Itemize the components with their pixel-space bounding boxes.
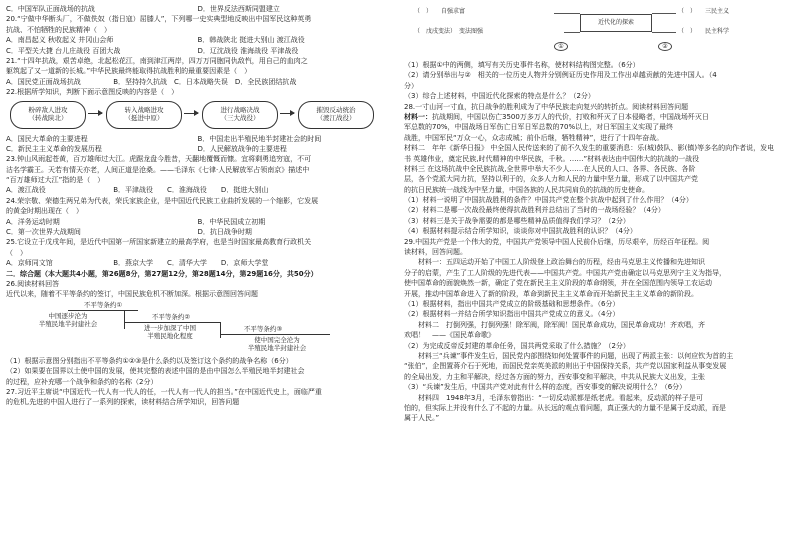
- stage-label-3: 使中国完全沦为 半殖民地半封建社会: [247, 335, 307, 352]
- q22-options-ab: [6, 134, 389, 144]
- option: C．新民主主义革命的发展历程: [6, 144, 102, 153]
- flow-box-2: 转入战略进攻 （挺进中原）: [106, 101, 182, 129]
- option: D．世界反法西斯同盟建立: [197, 5, 280, 13]
- option: D．抗日战争时期: [197, 228, 252, 237]
- option: A．京师同文馆: [6, 259, 53, 268]
- treaty-label-3: 不平等条约③: [243, 324, 283, 333]
- option: D．辽沈战役 淮海战役 平津战役: [197, 46, 299, 55]
- option: C．平型关大捷 台儿庄战役 百团大战: [6, 46, 121, 55]
- diagram-item-1: （ ） 自强求富: [414, 8, 544, 18]
- material-line: 材料二 年年《新华日报》 中全国人民传送来的了前不久发生的重要消息：乐(城)鼓队、影(镇)等多名的向作者说，发电: [404, 144, 775, 153]
- question-line: 躯筑起了又一道新的长城。”中华民族最终能取得抗战胜利的最重要因素是（ ）: [6, 67, 252, 76]
- arrow-right-icon: [280, 113, 294, 114]
- question-line: （1）根据示意图分别指出不平等条约①②③是什么条约以及签订这个条约的战争名称（6分）: [6, 356, 293, 365]
- left-column: [6, 4, 389, 408]
- material-line: [404, 112, 787, 122]
- q24-options-cd: [6, 227, 389, 237]
- flow-box-4: 摧毁反动统治 （渡江战役）: [298, 101, 374, 129]
- q19-options-cd: [6, 4, 389, 14]
- treaty-label-2: 不平等条约②: [151, 312, 191, 321]
- material-line: 欢唱！ ——《国民革命歌》: [404, 331, 495, 340]
- question-line: 沽名学霸王。天若有情天亦老，人间正道是沧桑。——毛泽东《七律·人民解放军占领南京》描述中: [6, 165, 310, 174]
- question-line: （1）根据①中的两侧，填写有关历史事件名称，使材料结构图完整。（6分）: [404, 61, 640, 69]
- question-line: 抗战、不怕牺牲的民族精神（ ）: [6, 25, 111, 34]
- question-line: （1）材料一说明了中国抗战胜利的条件？中国共产党在整个抗战中起到了什么作用？（4分）: [404, 196, 693, 205]
- flow-box-3: 进行战略决战 （三大战役）: [202, 101, 278, 129]
- option: B．燕京大学 C．清华大学 D．京师大学堂: [113, 259, 269, 268]
- connector-line: [652, 13, 676, 14]
- arrow-right-icon: [184, 113, 198, 114]
- q24-options-ab: [6, 217, 389, 227]
- option: C．中国军队正面战场的抗战: [6, 5, 95, 13]
- q23-options: [6, 185, 389, 195]
- q21-options: [6, 77, 389, 87]
- diagram-item-2: （ 戊戌变法） 变法图强: [414, 28, 564, 38]
- material-line: 属于人民。”: [404, 414, 440, 423]
- question-line: （2）为完成反帝反封建的革命任务，国共两党采取了什么措施？（2分）: [404, 341, 630, 350]
- material-line: 使中国革命的面貌焕然一新，确定了党在新民主主义阶段的革命纲领，并在全国范围内领导工农运动: [404, 279, 712, 288]
- material-line: 开展，推动中国革命进入了新的阶段，革命到新民主主义革命而开始新民主主义革命的新阶段。: [404, 289, 698, 298]
- section-heading: 二．综合题（本大题共4小题，第26题8分，第27题12分，第28题14分，第29题16分，共50分）: [6, 269, 318, 278]
- option: B．中国走出半殖民地半封建社会的时间: [197, 134, 322, 143]
- option: C．第一次世界大战期间: [6, 228, 81, 237]
- material-text: 抗战期间，中国以伤亡3500万多万人的代价，打败和歼灭了日本侵略者，中国战场歼灭日: [432, 112, 709, 121]
- question-line: （ ）: [6, 248, 27, 257]
- question-line: （2）请分别举出与② 相关的一位历史人物并分别例证历史作用及工作出卓越贡献的先进中国人。（4: [404, 71, 717, 80]
- stair-line: [124, 322, 220, 323]
- question-line: 的黄金时期出现在（ ）: [6, 207, 83, 216]
- q20-options-cd: [6, 46, 389, 56]
- treaty-label-1: 不平等条约①: [83, 300, 123, 309]
- option: A．洋务运动时期: [6, 217, 60, 226]
- question-line: 20.“宁做中华断头厂，不做佚奴（指日寇）屈膝人”，下列哪一史实典型地反映出中国军民这种英勇: [6, 15, 312, 24]
- stair-line: [220, 322, 221, 338]
- question-line: 读材料，回答问题。: [404, 248, 467, 257]
- question-line: 的过程，应补充哪一个战争和条约的名称（2分）: [6, 377, 158, 386]
- question-line: 29.中国共产党是一个伟大的党，中国共产党领导中国人民前仆后继，历尽艰辛，历经百年征程。阅: [404, 237, 710, 246]
- right-column: [404, 4, 787, 424]
- question-line: 23.钟山风雨起苍黄，百万雄师过大江。虎踞龙盘今胜昔，天翻地覆慨而慷。宜将剩勇追穷寇，不可: [6, 155, 312, 164]
- question-line: 分）: [404, 81, 418, 90]
- stair-line: [220, 334, 330, 335]
- diagram-center-box: 近代化的探索: [580, 14, 652, 32]
- material-line: 层，各个党派大同力抗，坚持以利于的，众多人力和人民的力量中坚力量，形成了以中国共产党: [404, 175, 698, 184]
- marker-circle-1: ①: [554, 42, 568, 51]
- question-line: 22.根据所学知识，判断下面示意图反映的内容是（ ）: [6, 88, 179, 97]
- option: A．国民党正面战场抗战: [6, 77, 81, 86]
- option: B．平津战役 C．淮海战役 D．挺进大别山: [113, 186, 269, 195]
- diagram-item-4: （ ） 民主科学: [678, 28, 778, 38]
- question-line: （2）如果要在国界以土使中国的发展，使其完整的表述中国的是由中国怎么半殖民地半封建社会: [6, 367, 305, 376]
- material-line: 的全局出发，力主和平解决，经过各方面的努力，西安事变和平解决，中共从民族大义出发，主张: [404, 372, 705, 381]
- material-line: 战胜，中国军民“万众一心，众志成城；前仆后继，牺牲精神”，进行了十四年奋战。: [404, 133, 664, 142]
- stage-label-1: 中国逐步沦为 半殖民地半封建社会: [38, 311, 98, 328]
- material-line: 材料一：五四运动开始了中国工人阶级登上政治舞台的历程，经由马克思主义传播和先进知识: [404, 258, 705, 267]
- material-line: 分子的启蒙，产生了工人阶级的先进代表——中国共产党。中国共产党由确定以马克思列宁主义为指导，: [404, 268, 726, 277]
- option: A．国民大革命的主要进程: [6, 134, 88, 143]
- connector-line: [652, 32, 676, 33]
- question-line: 21.“十四年抗战，艰苦卓绝，北起松花江，南到津江两岸，四万万同胞同仇敌忾，用自己的血肉之: [6, 56, 308, 65]
- material-line: 的抗日民族统一战线为中坚力量，中国各族的人民共同肩负的抗战的历史使命。: [404, 185, 649, 194]
- question-line: 28.一寸山河一寸血，抗日战争的胜利成为了中华民族走向复兴的转折点。阅读材料回答问题: [404, 102, 689, 111]
- q26-stair-diagram: [6, 301, 389, 355]
- option: A．南昌起义 秋收起义 井冈山会师: [6, 36, 114, 45]
- stair-line: [68, 310, 138, 311]
- material-line: 材料四 1948年3月，毛泽东曾指出：“一切反动派都是纸老虎。看起来，反动派的样子是可: [404, 393, 703, 402]
- q22-flowchart: [6, 99, 389, 133]
- question-line: （2）材料二是哪一次战役最终使得抗战胜利并总结出了当时的一战场经验？（4分）: [404, 206, 665, 215]
- connector-line: [554, 13, 580, 14]
- marker-circle-2: ②: [658, 42, 672, 51]
- question-line: 24.荣宗敬、荣德生两兄弟为代表，荣氏家族企业，是中国近代民族工业曲折发展的一个缩影，它发展: [6, 196, 319, 205]
- material-line: 材料二 打倒列强，打倒列强！除军阀，除军阀！国民革命成功，国民革命成功！齐欢唱，齐: [404, 320, 705, 329]
- arrow-right-icon: [88, 113, 102, 114]
- option: A．渡江战役: [6, 186, 46, 195]
- question-line: （3）材料三是关于战争需要的都是哪些精神品质值得我们学习？（2分）: [404, 216, 630, 225]
- material-line: 材料三 在这场抗战中全民族抗战,全世界中举大不少人……在人民的人口、各界、各民族、各阶: [404, 164, 696, 173]
- q27-structure-diagram: [404, 4, 787, 60]
- question-line: （1）根据材料，指出中国共产党成立的阶级基础和思想条件。（6分）: [404, 299, 620, 308]
- question-line: 26.阅读材料回答: [6, 279, 60, 288]
- question-line: 的危机,先进的中国人进行了一系列的探索，读材料结合所学知识，回答问题: [6, 398, 240, 407]
- material-label: 材料一：: [404, 112, 432, 121]
- option: B．中华民国成立初期: [197, 217, 266, 226]
- question-line: 27.习近平主席说“中国近代一代人有一代人的任，一代人有一代人的担当。”在中国近代史上，面临严重: [6, 387, 322, 396]
- question-line: （2）根据材料一并结合所学知识指出中国共产党成立的意义。（4分）: [404, 310, 620, 319]
- question-line: （3）“兵谏”发生后，中国共产党对此有什么样的态度，西安事变的解决说明什么？（6分）: [404, 383, 687, 392]
- question-line: 25.它设立于戊戌年间，是近代中国第一所国家新建立的最高学府，也是当时国家最高教育行政机关: [6, 238, 312, 247]
- option: B．韩战陕北 挺进大别山 渡江战役: [197, 36, 305, 45]
- option: D．人民解放战争的主要进程: [197, 144, 287, 153]
- question-line: 近代以来，随着不平等条约的签订，中国民族危机不断加深。根据示意图回答问题: [6, 290, 258, 299]
- question-line: （4）根据材料提示结合所学知识，谈谈你对中国抗战胜利的认识？（4分）: [404, 227, 637, 236]
- material-line: 材料三“兵谏”事件发生后，国民党内部围绕如何处置事件的问题，出现了两派主张：以何应钦为首的主: [404, 351, 734, 360]
- material-line: 怕的，但实际上并没有什么了不起的力量。从长远的观点看问题，真正强大的力量不是属于反动派，而是: [404, 403, 726, 412]
- material-line: “张伯”，企图置蒋介石于死地，而国民党亲英美派的则出于中国保持关系，共产党以国家利益从事变发展: [404, 362, 727, 371]
- connector-line: [564, 32, 580, 33]
- question-line: （3）综合上述材料，中国近代化探索的特点是什么？（2分）: [404, 92, 595, 101]
- q22-options-cd: [6, 144, 389, 154]
- diagram-item-3: （ ） 三民主义: [678, 8, 778, 18]
- flow-box-1: 粉碎敌人进攻 （转战陕北）: [10, 101, 86, 129]
- q20-options-ab: [6, 35, 389, 45]
- stage-label-2: 进一步加深了中国 半殖民地化程度: [144, 323, 196, 340]
- question-line: “百万雄师过大江”指的是（ ）: [6, 176, 105, 185]
- option: B．坚持持久抗战 C．日本战略失误 D．全民族团结抗战: [113, 77, 297, 86]
- material-line: 军总数的70%，中国战场日军伤亡日军日军总数的70%以上，对日军国主义实现了最终: [404, 123, 674, 132]
- material-line: 书 英雄伟业，奠定民族,时代精神的中华民族，千秋。……”材料表达由中国伟大的抗战的一战役: [404, 154, 700, 163]
- q25-options: [6, 258, 389, 268]
